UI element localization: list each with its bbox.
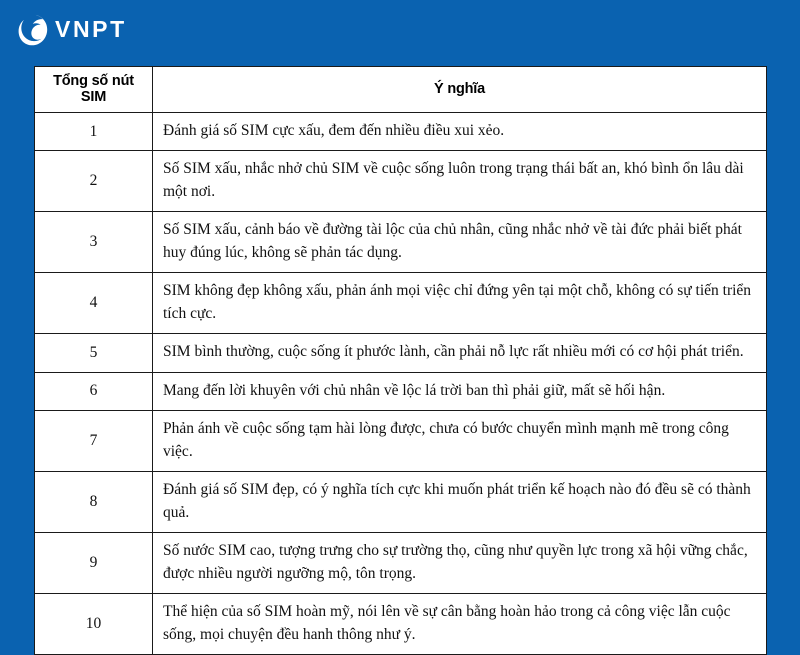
sim-meaning-table (34, 66, 767, 655)
table-row (35, 151, 767, 212)
cell-number: 3 (35, 212, 153, 273)
sim-meaning-table-container (34, 66, 766, 655)
cell-meaning: Số SIM xấu, cảnh báo về đường tài lộc của chủ nhân, cũng nhắc nhở về tài đức phải biết phát huy đúng lúc, không sẽ phản tác dụng. (153, 212, 767, 273)
column-header-meaning: Ý nghĩa (153, 67, 767, 113)
table-row (35, 113, 767, 151)
cell-number: 9 (35, 533, 153, 594)
cell-meaning: Số SIM xấu, nhắc nhở chủ SIM về cuộc sống luôn trong trạng thái bất an, khó bình ổn lâu dài một nơi. (153, 151, 767, 212)
table-body (35, 113, 767, 655)
cell-meaning: SIM không đẹp không xấu, phản ánh mọi việc chỉ đứng yên tại một chỗ, không có sự tiến triển tích cực. (153, 273, 767, 334)
cell-number: 10 (35, 594, 153, 655)
cell-meaning: Số nước SIM cao, tượng trưng cho sự trường thọ, cũng như quyền lực trong xã hội vững chắc, được nhiều người ngưỡng mộ, tôn trọng. (153, 533, 767, 594)
vnpt-swoosh-logo-icon (18, 14, 48, 46)
cell-number: 5 (35, 334, 153, 372)
table-row (35, 594, 767, 655)
cell-meaning: Phản ánh về cuộc sống tạm hài lòng được, chưa có bước chuyển mình mạnh mẽ trong công việc. (153, 411, 767, 472)
table-row (35, 372, 767, 410)
table-row (35, 273, 767, 334)
cell-meaning: Đánh giá số SIM cực xấu, đem đến nhiều điều xui xẻo. (153, 113, 767, 151)
table-header-row (35, 67, 767, 113)
cell-number: 6 (35, 372, 153, 410)
cell-number: 7 (35, 411, 153, 472)
table-row (35, 472, 767, 533)
cell-number: 8 (35, 472, 153, 533)
cell-number: 2 (35, 151, 153, 212)
brand-lockup (18, 12, 127, 48)
cell-number: 1 (35, 113, 153, 151)
cell-number: 4 (35, 273, 153, 334)
column-header-total-sim-nodes: Tổng số nút SIM (35, 67, 153, 113)
cell-meaning: Thể hiện của số SIM hoàn mỹ, nói lên về sự cân bằng hoàn hảo trong cả công việc lẫn cuộc sống, mọi chuyện đều hanh thông như ý. (153, 594, 767, 655)
table-row (35, 533, 767, 594)
cell-meaning: Mang đến lời khuyên với chủ nhân về lộc lá trời ban thì phải giữ, mất sẽ hối hận. (153, 372, 767, 410)
table-header (35, 67, 767, 113)
table-row (35, 334, 767, 372)
brand-name: VNPT (55, 16, 127, 42)
table-row (35, 411, 767, 472)
table-row (35, 212, 767, 273)
cell-meaning: SIM bình thường, cuộc sống ít phước lành, cần phải nỗ lực rất nhiều mới có cơ hội phát triển. (153, 334, 767, 372)
cell-meaning: Đánh giá số SIM đẹp, có ý nghĩa tích cực khi muốn phát triển kế hoạch nào đó đều sẽ có thành quả. (153, 472, 767, 533)
